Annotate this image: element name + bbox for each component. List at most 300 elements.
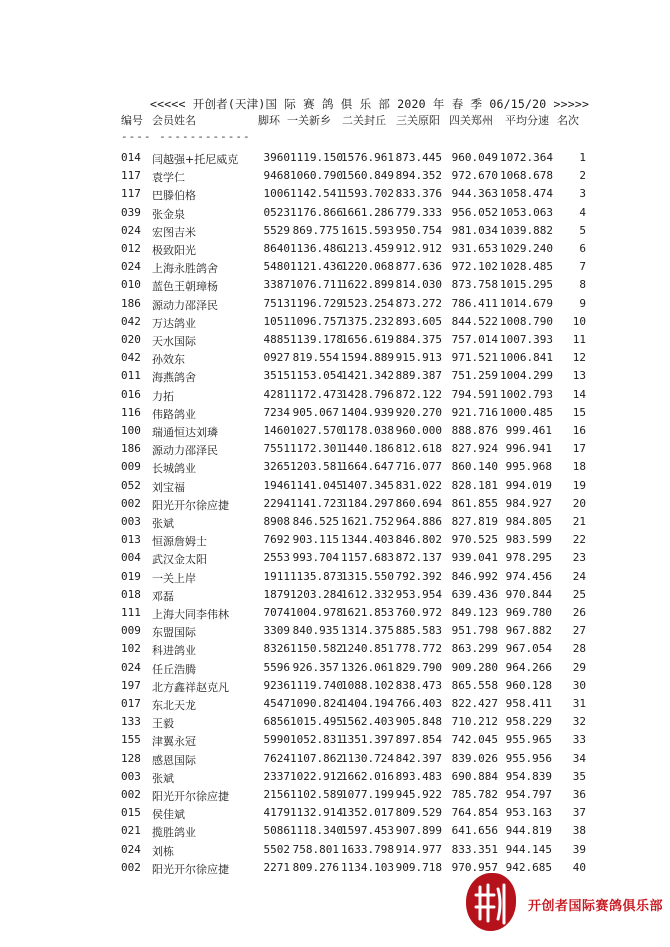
cell-code: 111 (121, 606, 141, 619)
table-row (0, 278, 670, 296)
cell-r3: 884.375 (395, 333, 442, 346)
cell-r3: 872.122 (395, 387, 442, 401)
cell-r1: 1136.486 (290, 242, 343, 255)
cell-r1: 1142.541 (290, 187, 343, 201)
table-row (0, 679, 670, 697)
cell-r2: 1562.403 (341, 715, 394, 729)
cell-avg: 954.797 (505, 788, 552, 801)
cell-r1: 840.935 (292, 624, 339, 638)
cell-code: 013 (121, 533, 141, 547)
cell-r4: 921.716 (451, 405, 498, 419)
cell-r3: 893.483 (395, 769, 442, 783)
cell-avg: 984.805 (505, 515, 552, 528)
cell-rank: 23 (572, 551, 586, 565)
cell-r3: 960.000 (395, 424, 442, 437)
cell-r3: 953.954 (395, 587, 442, 601)
cell-r4: 764.854 (451, 806, 498, 820)
table-row (0, 642, 670, 660)
cell-r2: 1344.403 (341, 533, 394, 547)
cell-r1: 1102.589 (290, 788, 343, 801)
cell-code: 128 (121, 751, 141, 765)
cell-r3: 909.718 (395, 860, 442, 874)
cell-r1: 1107.862 (290, 751, 343, 765)
cell-r2: 1523.254 (341, 296, 394, 310)
cell-ring: 1879 (263, 587, 290, 601)
cell-ring: 4281 (263, 387, 290, 401)
cell-r3: 716.077 (395, 460, 442, 474)
cell-r4: 861.855 (451, 496, 498, 510)
cell-name: 王毅 (152, 717, 174, 731)
cell-ring: 2337 (263, 769, 290, 783)
cell-rank: 7 (579, 260, 586, 274)
cell-code: 024 (121, 842, 141, 856)
cell-rank: 36 (572, 788, 586, 801)
cell-rank: 18 (572, 460, 586, 474)
cell-rank: 17 (572, 442, 586, 456)
cell-rank: 29 (572, 660, 586, 674)
cell-ring: 2271 (263, 860, 290, 874)
cell-r1: 1172.301 (290, 442, 343, 456)
table-row (0, 315, 670, 333)
header-r4: 四关郑州 (449, 114, 493, 127)
cell-r2: 1560.849 (341, 169, 394, 183)
cell-r2: 1612.332 (341, 587, 394, 601)
cell-rank: 21 (572, 515, 586, 528)
cell-r3: 885.583 (395, 624, 442, 638)
cell-rank: 34 (572, 751, 586, 765)
cell-r1: 1150.582 (290, 642, 343, 656)
cell-r2: 1597.453 (341, 824, 394, 838)
cell-rank: 20 (572, 496, 586, 510)
cell-r2: 1220.068 (341, 260, 394, 274)
cell-ring: 7551 (263, 442, 290, 456)
cell-avg: 1006.841 (500, 351, 553, 365)
table-row (0, 424, 670, 442)
cell-r4: 960.049 (451, 151, 498, 164)
cell-r3: 950.754 (395, 223, 442, 237)
cell-rank: 26 (572, 606, 586, 619)
cell-r2: 1184.297 (341, 496, 394, 510)
cell-avg: 1029.240 (500, 242, 553, 255)
cell-ring: 4885 (263, 333, 290, 346)
cell-r4: 846.992 (451, 569, 498, 583)
cell-r2: 1314.375 (341, 624, 394, 638)
cell-r1: 1096.757 (290, 314, 343, 328)
cell-r2: 1178.038 (341, 424, 394, 437)
cell-r1: 1119.740 (290, 678, 343, 692)
cell-ring: 7692 (263, 533, 290, 547)
cell-avg: 944.145 (505, 842, 552, 856)
cell-ring: 7234 (263, 405, 290, 419)
cell-rank: 15 (572, 405, 586, 419)
cell-ring: 3309 (263, 624, 290, 638)
cell-avg: 960.128 (505, 678, 552, 692)
cell-ring: 2294 (263, 496, 290, 510)
cell-r2: 1404.194 (341, 697, 394, 710)
table-row (0, 733, 670, 751)
cell-r4: 844.522 (451, 314, 498, 328)
table-row (0, 260, 670, 278)
cell-ring: 1006 (263, 187, 290, 201)
cell-ring: 1946 (263, 478, 290, 492)
cell-r4: 956.052 (451, 205, 498, 219)
table-row (0, 333, 670, 351)
cell-ring: 7513 (263, 296, 290, 310)
cell-code: 117 (121, 187, 141, 201)
cell-r2: 1077.199 (341, 788, 394, 801)
cell-avg: 1008.790 (500, 314, 553, 328)
cell-code: 009 (121, 460, 141, 474)
cell-r4: 710.212 (451, 715, 498, 729)
cell-rank: 32 (572, 715, 586, 729)
cell-r1: 1076.711 (290, 278, 343, 292)
cell-code: 100 (121, 424, 141, 437)
table-row (0, 224, 670, 242)
cell-r3: 842.397 (395, 751, 442, 765)
cell-r4: 970.957 (451, 860, 498, 874)
cell-r4: 860.140 (451, 460, 498, 474)
cell-r4: 865.558 (451, 678, 498, 692)
cell-code: 024 (121, 260, 141, 274)
cell-code: 017 (121, 697, 141, 710)
cell-r1: 1022.912 (290, 769, 343, 783)
cell-name: 瑞通恒达刘璘 (152, 426, 218, 439)
cell-code: 024 (121, 223, 141, 237)
cell-r2: 1421.342 (341, 369, 394, 383)
cell-rank: 24 (572, 569, 586, 583)
cell-name: 天水国际 (152, 335, 196, 348)
cell-r3: 766.403 (395, 697, 442, 710)
cell-r1: 993.704 (292, 551, 339, 565)
cell-ring: 5596 (263, 660, 290, 674)
cell-name: 极致阳光 (152, 244, 196, 257)
cell-avg: 1002.793 (500, 387, 553, 401)
cell-avg: 964.266 (505, 660, 552, 674)
cell-r3: 905.848 (395, 715, 442, 729)
table-row (0, 151, 670, 169)
table-row (0, 697, 670, 715)
cell-rank: 1 (579, 151, 586, 164)
table-row (0, 406, 670, 424)
cell-r4: 827.924 (451, 442, 498, 456)
cell-code: 186 (121, 296, 141, 310)
table-row (0, 497, 670, 515)
cell-name: 伟路鸽业 (152, 407, 196, 421)
cell-rank: 6 (579, 242, 586, 255)
cell-name: 蓝色王朝璋杨 (152, 280, 218, 294)
cell-ring: 5502 (263, 842, 290, 856)
cell-code: 010 (121, 278, 141, 292)
table-header (0, 112, 670, 130)
cell-r1: 1118.340 (290, 824, 343, 838)
cell-avg: 955.965 (505, 733, 552, 747)
cell-code: 015 (121, 806, 141, 820)
cell-r3: 778.772 (395, 642, 442, 656)
cell-r2: 1130.724 (341, 751, 394, 765)
cell-r4: 981.034 (451, 223, 498, 237)
cell-rank: 22 (572, 533, 586, 547)
cell-avg: 1028.485 (500, 260, 553, 274)
cell-r4: 951.798 (451, 624, 498, 638)
cell-name: 津翼永冠 (152, 735, 196, 749)
cell-ring: 3387 (263, 278, 290, 292)
cell-r4: 827.819 (451, 515, 498, 528)
cell-r2: 1213.459 (341, 242, 394, 255)
cell-ring: 3265 (263, 460, 290, 474)
cell-r4: 863.299 (451, 642, 498, 656)
cell-code: 052 (121, 478, 141, 492)
cell-name: 力拓 (152, 389, 174, 403)
cell-ring: 5529 (263, 223, 290, 237)
header-ring: 脚环 (258, 114, 280, 127)
cell-rank: 31 (572, 697, 586, 710)
header-r2: 二关封丘 (342, 114, 386, 127)
cell-avg: 1000.485 (500, 405, 553, 419)
cell-avg: 1068.678 (500, 169, 553, 183)
table-row (0, 388, 670, 406)
cell-r2: 1440.186 (341, 442, 394, 456)
cell-rank: 35 (572, 769, 586, 783)
cell-rank: 40 (572, 860, 586, 874)
cell-r1: 1121.436 (290, 260, 343, 274)
cell-r3: 860.694 (395, 496, 442, 510)
cell-code: 014 (121, 151, 141, 164)
cell-name: 袁学仁 (152, 171, 185, 185)
cell-avg: 942.685 (505, 860, 552, 874)
cell-name: 源动力邵泽民 (152, 298, 218, 312)
cell-code: 012 (121, 242, 141, 255)
cell-name: 北方鑫祥赵克凡 (152, 680, 229, 694)
cell-r3: 833.376 (395, 187, 442, 201)
cell-name: 上海大同李伟林 (152, 608, 229, 621)
cell-r3: 831.022 (395, 478, 442, 492)
cell-r4: 785.782 (451, 788, 498, 801)
cell-name: 感恩国际 (152, 753, 196, 767)
cell-avg: 1007.393 (500, 333, 553, 346)
cell-r4: 639.436 (451, 587, 498, 601)
cell-ring: 8908 (263, 515, 290, 528)
table-row (0, 770, 670, 788)
header-rank: 名次 (557, 114, 579, 127)
cell-rank: 13 (572, 369, 586, 383)
cell-ring: 9236 (263, 678, 290, 692)
cell-rank: 8 (579, 278, 586, 292)
cell-r1: 1196.729 (290, 296, 343, 310)
cell-r1: 1090.824 (290, 697, 343, 710)
cell-r1: 1132.914 (290, 806, 343, 820)
cell-r1: 1027.570 (290, 424, 343, 437)
cell-ring: 0927 (263, 351, 290, 365)
cell-r3: 809.529 (395, 806, 442, 820)
cell-r2: 1134.103 (341, 860, 394, 874)
cell-ring: 5990 (263, 733, 290, 747)
table-row (0, 570, 670, 588)
cell-r1: 846.525 (292, 515, 339, 528)
cell-r1: 903.115 (292, 533, 339, 547)
cell-name: 东盟国际 (152, 626, 196, 640)
cell-ring: 6856 (263, 715, 290, 729)
cell-ring: 1051 (263, 314, 290, 328)
cell-code: 021 (121, 824, 141, 838)
cell-avg: 1004.299 (500, 369, 553, 383)
cell-ring: 5086 (263, 824, 290, 838)
cell-avg: 995.968 (505, 460, 552, 474)
cell-r2: 1157.683 (341, 551, 394, 565)
cell-r4: 833.351 (451, 842, 498, 856)
cell-r1: 1139.178 (290, 333, 343, 346)
header-avg: 平均分速 (505, 114, 549, 127)
cell-code: 116 (121, 405, 141, 419)
cell-r4: 757.014 (451, 333, 498, 346)
cell-name: 科进鸽业 (152, 644, 196, 658)
cell-r3: 846.802 (395, 533, 442, 547)
header-r3: 三关原阳 (396, 114, 440, 127)
cell-r4: 931.653 (451, 242, 498, 255)
cell-r2: 1352.017 (341, 806, 394, 820)
cell-r2: 1622.899 (341, 278, 394, 292)
cell-rank: 39 (572, 842, 586, 856)
cell-r2: 1576.961 (341, 151, 394, 164)
cell-avg: 967.882 (505, 624, 552, 638)
cell-ring: 4547 (263, 697, 290, 710)
cell-r1: 1153.054 (290, 369, 343, 383)
cell-rank: 3 (579, 187, 586, 201)
cell-r3: 829.790 (395, 660, 442, 674)
cell-r2: 1661.286 (341, 205, 394, 219)
cell-r1: 1135.873 (290, 569, 343, 583)
cell-r2: 1088.102 (341, 678, 394, 692)
header-code: 编号 (121, 114, 143, 127)
cell-r2: 1315.550 (341, 569, 394, 583)
cell-avg: 958.411 (505, 697, 552, 710)
cell-r3: 914.977 (395, 842, 442, 856)
cell-r4: 822.427 (451, 697, 498, 710)
cell-ring: 3515 (263, 369, 290, 383)
table-row (0, 351, 670, 369)
cell-avg: 996.941 (505, 442, 552, 456)
cell-r4: 944.363 (451, 187, 498, 201)
cell-avg: 1039.882 (500, 223, 553, 237)
cell-r1: 905.067 (292, 405, 339, 419)
cell-name: 恒源詹姆士 (152, 535, 207, 549)
cell-r4: 690.884 (451, 769, 498, 783)
cell-code: 019 (121, 569, 141, 583)
cell-avg: 1015.295 (500, 278, 553, 292)
cell-r3: 760.972 (395, 606, 442, 619)
cell-r3: 838.473 (395, 678, 442, 692)
cell-name: 张斌 (152, 517, 174, 530)
cell-code: 003 (121, 769, 141, 783)
seal-icon (466, 873, 516, 931)
cell-code: 016 (121, 387, 141, 401)
header-r1: 一关新乡 (287, 114, 331, 127)
cell-avg: 1072.364 (500, 151, 553, 164)
table-row (0, 169, 670, 187)
cell-name: 源动力邵泽民 (152, 444, 218, 458)
cell-code: 003 (121, 515, 141, 528)
cell-ring: 8640 (263, 242, 290, 255)
table-row (0, 661, 670, 679)
table-row (0, 551, 670, 569)
cell-r2: 1351.397 (341, 733, 394, 747)
cell-r3: 915.913 (395, 351, 442, 365)
club-logo (466, 873, 664, 937)
cell-avg: 955.956 (505, 751, 552, 765)
cell-name: 闫越强+托尼威克 (152, 153, 239, 166)
cell-name: 张斌 (152, 771, 174, 785)
cell-code: 002 (121, 860, 141, 874)
table-row (0, 788, 670, 806)
table-row (0, 515, 670, 533)
cell-rank: 28 (572, 642, 586, 656)
cell-code: 117 (121, 169, 141, 183)
cell-code: 102 (121, 642, 141, 656)
cell-r1: 869.775 (292, 223, 339, 237)
cell-r4: 794.591 (451, 387, 498, 401)
cell-name: 刘栋 (152, 844, 174, 858)
cell-r1: 809.276 (292, 860, 339, 874)
cell-ring: 5480 (263, 260, 290, 274)
cell-r1: 1203.284 (290, 587, 343, 601)
cell-r4: 828.181 (451, 478, 498, 492)
cell-r3: 894.352 (395, 169, 442, 183)
cell-r4: 742.045 (451, 733, 498, 747)
cell-code: 186 (121, 442, 141, 456)
cell-avg: 994.019 (505, 478, 552, 492)
cell-name: 武汉金太阳 (152, 553, 207, 567)
cell-code: 039 (121, 205, 141, 219)
cell-r3: 812.618 (395, 442, 442, 456)
cell-r1: 1052.831 (290, 733, 343, 747)
cell-rank: 37 (572, 806, 586, 820)
cell-r1: 1141.723 (290, 496, 343, 510)
cell-rank: 11 (572, 333, 586, 346)
cell-r4: 839.026 (451, 751, 498, 765)
cell-name: 巴滕伯格 (152, 189, 196, 203)
cell-r3: 889.387 (395, 369, 442, 383)
cell-r3: 873.272 (395, 296, 442, 310)
cell-r2: 1656.619 (341, 333, 394, 346)
table-row (0, 752, 670, 770)
cell-r2: 1621.752 (341, 515, 394, 528)
cell-r4: 970.525 (451, 533, 498, 547)
cell-avg: 969.780 (505, 606, 552, 619)
table-row (0, 369, 670, 387)
cell-r1: 926.357 (292, 660, 339, 674)
cell-r2: 1375.232 (341, 314, 394, 328)
cell-code: 197 (121, 678, 141, 692)
cell-rank: 2 (579, 169, 586, 183)
cell-r1: 1172.473 (290, 387, 343, 401)
cell-r4: 849.123 (451, 606, 498, 619)
cell-name: 宏图吉米 (152, 225, 196, 239)
cell-r4: 972.102 (451, 260, 498, 274)
cell-name: 揽胜鸽业 (152, 826, 196, 840)
cell-ring: 4179 (263, 806, 290, 820)
table-row (0, 715, 670, 733)
cell-code: 018 (121, 587, 141, 601)
cell-r2: 1404.939 (341, 405, 394, 419)
cell-avg: 967.054 (505, 642, 552, 656)
cell-r2: 1662.016 (341, 769, 394, 783)
cell-avg: 953.163 (505, 806, 552, 820)
cell-rank: 5 (579, 223, 586, 237)
table-row (0, 588, 670, 606)
table-row (0, 479, 670, 497)
cell-name: 海燕鸽舍 (152, 371, 196, 385)
cell-r3: 945.922 (395, 788, 442, 801)
cell-name: 一关上岸 (152, 571, 196, 585)
